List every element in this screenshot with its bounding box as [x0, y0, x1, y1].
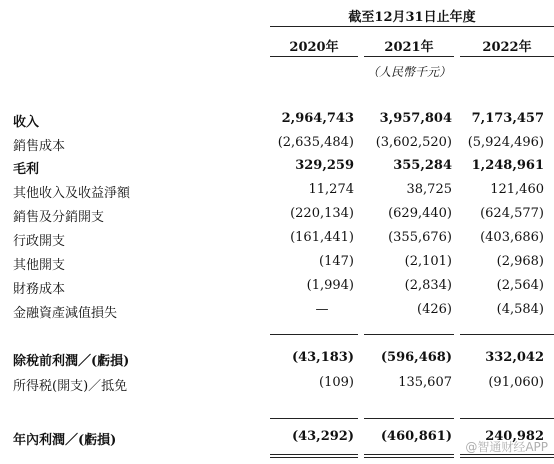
row-value-2022: 1,248,961	[471, 158, 544, 173]
row-value-2022: 240,982	[485, 429, 544, 444]
row-label: 所得税(開支)／抵免	[13, 379, 128, 394]
double-rule-2021	[364, 454, 454, 458]
year-rule-2021	[364, 56, 454, 57]
row-label: 金融資產減值損失	[13, 306, 118, 321]
row-value-2020: (147)	[319, 254, 354, 269]
row-value-2022: (2,968)	[496, 254, 544, 269]
row-value-2022: 121,460	[490, 182, 544, 197]
row-value-2022: (5,924,496)	[467, 135, 544, 150]
total-rule-2020	[270, 418, 358, 419]
row-value-2020: 329,259	[295, 158, 354, 173]
double-rule-2020	[270, 454, 358, 458]
row-label: 銷售及分銷開支	[13, 210, 105, 225]
row-value-2020: (220,134)	[290, 206, 354, 221]
row-value-2020: (2,635,484)	[277, 135, 354, 150]
row-value-2021: 135,607	[398, 375, 452, 390]
subtotal-rule-2020	[270, 334, 358, 335]
row-value-2020: 2,964,743	[281, 111, 354, 126]
year-2021: 2021年	[384, 40, 434, 55]
row-label: 其他開支	[13, 258, 66, 273]
row-value-2022: (4,584)	[496, 302, 544, 317]
total-rule-2022	[460, 418, 554, 419]
row-label: 毛利	[13, 162, 40, 177]
row-label: 行政開支	[13, 234, 66, 249]
row-value-2021: (3,602,520)	[375, 135, 452, 150]
row-value-2021: (426)	[417, 302, 452, 317]
row-value-2022: (624,577)	[480, 206, 544, 221]
row-label: 銷售成本	[13, 139, 66, 154]
row-value-2021: (629,440)	[388, 206, 452, 221]
row-value-2020: (109)	[319, 375, 354, 390]
total-rule-2021	[364, 418, 454, 419]
row-value-2022: (2,564)	[496, 278, 544, 293]
row-value-2021: 355,284	[393, 158, 452, 173]
row-value-2021: 3,957,804	[379, 111, 452, 126]
row-value-2022: (91,060)	[488, 375, 544, 390]
unit-label: （人民幣千元）	[366, 65, 451, 79]
row-label: 除稅前利潤／(虧損)	[13, 354, 130, 369]
row-value-2020: (1,994)	[306, 278, 354, 293]
row-label: 財務成本	[13, 282, 66, 297]
subtotal-rule-2022	[460, 334, 554, 335]
watermark: @智通财经APP	[465, 440, 548, 454]
row-value-2022: 332,042	[485, 350, 544, 365]
row-value-2020: (43,292)	[291, 429, 354, 444]
row-value-2020: (43,183)	[291, 350, 354, 365]
subtotal-rule-2021	[364, 334, 454, 335]
row-value-2020: 11,274	[308, 182, 354, 197]
row-value-2020: (161,441)	[290, 230, 354, 245]
row-value-2021: (355,676)	[388, 230, 452, 245]
row-label: 其他收入及收益淨額	[13, 186, 131, 201]
period-header: 截至12月31日止年度	[348, 10, 476, 25]
year-2022: 2022年	[482, 40, 532, 55]
row-value-2021: 38,725	[406, 182, 452, 197]
row-label: 年內利潤／(虧損)	[13, 433, 117, 448]
year-rule-2020	[270, 56, 358, 57]
row-value-2021: (2,834)	[404, 278, 452, 293]
row-value-2021: (596,468)	[380, 350, 452, 365]
row-value-2020: —	[315, 302, 329, 317]
row-value-2021: (2,101)	[404, 254, 452, 269]
header-rule	[270, 26, 554, 27]
row-value-2022: (403,686)	[480, 230, 544, 245]
year-rule-2022	[460, 56, 554, 57]
row-value-2021: (460,861)	[380, 429, 452, 444]
year-2020: 2020年	[289, 40, 339, 55]
row-label: 收入	[13, 115, 40, 130]
row-value-2022: 7,173,457	[471, 111, 544, 126]
